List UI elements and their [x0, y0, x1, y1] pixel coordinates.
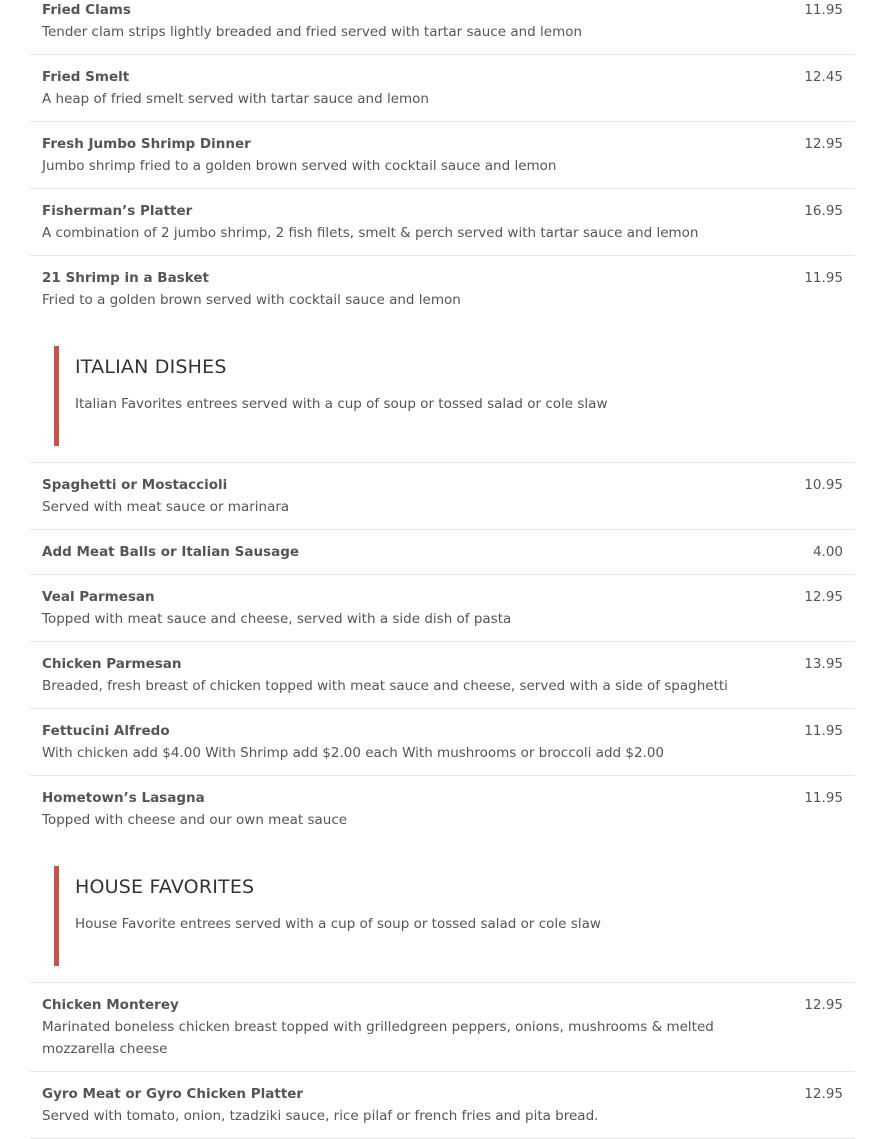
item-name: Fried Clams — [42, 2, 131, 18]
item-price: 12.95 — [804, 997, 843, 1013]
section-subtitle: House Favorite entrees served with a cup of soup or tossed salad or cole slaw — [75, 916, 601, 932]
item-description: With chicken add $4.00 With Shrimp add $2.00 each With mushrooms or broccoli add $2.00 — [42, 745, 665, 761]
menu-item — [30, 642, 855, 709]
item-name: 21 Shrimp in a Basket — [42, 270, 209, 286]
item-description: Topped with meat sauce and cheese, served with a side dish of pasta — [42, 611, 512, 627]
item-description: A combination of 2 jumbo shrimp, 2 fish filets, smelt & perch served with tartar sauce and lemon — [42, 225, 699, 241]
item-name: Add Meat Balls or Italian Sausage — [42, 544, 300, 560]
menu-item — [30, 575, 855, 642]
section-header-house — [30, 842, 855, 983]
item-price: 12.95 — [804, 1086, 843, 1102]
item-price: 16.95 — [804, 203, 843, 219]
section-header-italian — [30, 322, 855, 463]
item-description: Served with tomato, onion, tzadziki sauce, rice pilaf or french fries and pita bread. — [42, 1108, 599, 1124]
item-price: 11.95 — [804, 790, 843, 806]
item-description: Marinated boneless chicken breast topped with grilledgreen peppers, onions, mushrooms & melted mozzarella cheese — [42, 1019, 714, 1057]
item-name: Fried Smelt — [42, 69, 130, 85]
menu-item — [30, 709, 855, 776]
menu-item — [30, 122, 855, 189]
menu-item — [30, 189, 855, 256]
section-title: ITALIAN DISHES — [75, 356, 227, 378]
menu-item — [30, 0, 855, 55]
item-name: Hometown’s Lasagna — [42, 790, 205, 806]
section-accent-bar — [54, 866, 855, 966]
item-price: 10.95 — [804, 477, 843, 493]
item-price: 11.95 — [804, 2, 843, 18]
item-description: Served with meat sauce or marinara — [42, 499, 290, 515]
item-name: Chicken Parmesan — [42, 656, 182, 672]
menu-item — [30, 256, 855, 322]
item-price: 11.95 — [804, 270, 843, 286]
section-accent-bar — [54, 346, 855, 446]
item-description: A heap of fried smelt served with tartar sauce and lemon — [42, 91, 429, 107]
item-price: 12.45 — [804, 69, 843, 85]
item-price: 12.95 — [804, 136, 843, 152]
item-price: 13.95 — [804, 656, 843, 672]
menu-item — [30, 1072, 855, 1139]
menu-item — [30, 983, 855, 1072]
menu-item — [30, 530, 855, 575]
item-name: Fettucini Alfredo — [42, 723, 170, 739]
item-description: Breaded, fresh breast of chicken topped with meat sauce and cheese, served with a side of spaghetti — [42, 678, 728, 694]
item-price: 11.95 — [804, 723, 843, 739]
menu-item — [30, 463, 855, 530]
item-name: Spaghetti or Mostaccioli — [42, 477, 228, 493]
item-description: Topped with cheese and our own meat sauce — [42, 812, 348, 828]
item-name: Gyro Meat or Gyro Chicken Platter — [42, 1086, 304, 1102]
item-name: Chicken Monterey — [42, 997, 179, 1013]
item-price: 12.95 — [804, 589, 843, 605]
item-description: Fried to a golden brown served with cocktail sauce and lemon — [42, 292, 461, 308]
item-name: Veal Parmesan — [42, 589, 155, 605]
menu-list — [30, 0, 855, 1139]
menu-item — [30, 55, 855, 122]
section-subtitle: Italian Favorites entrees served with a cup of soup or tossed salad or cole slaw — [75, 396, 608, 412]
item-description: Jumbo shrimp fried to a golden brown served with cocktail sauce and lemon — [42, 158, 557, 174]
item-name: Fisherman’s Platter — [42, 203, 193, 219]
item-description: Tender clam strips lightly breaded and fried served with tartar sauce and lemon — [42, 24, 583, 40]
item-price: 4.00 — [812, 544, 843, 560]
section-title: HOUSE FAVORITES — [75, 876, 255, 898]
item-name: Fresh Jumbo Shrimp Dinner — [42, 136, 251, 152]
menu-item — [30, 776, 855, 842]
